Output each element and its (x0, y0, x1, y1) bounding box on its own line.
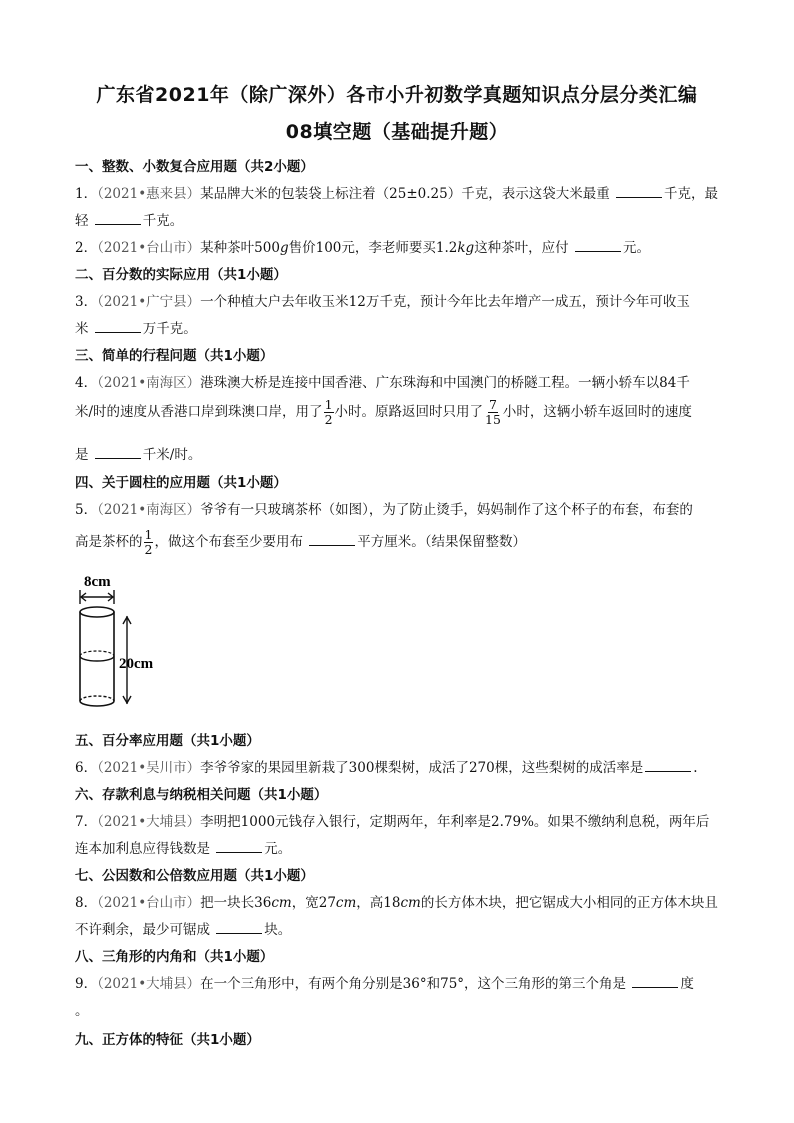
fraction-denominator: 15 (485, 412, 501, 427)
question-text: 千克。 (142, 213, 184, 229)
question-text: 这种茶叶，应付 (474, 240, 569, 256)
section-heading: 一、整数、小数复合应用题（共2小题） (75, 159, 314, 175)
question-text: 米 (75, 321, 89, 337)
question-text: 爷爷有一只玻璃茶杯（如图），为了防止烫手，妈妈制作了这个杯子的布套，布套的 (200, 502, 693, 518)
question-8-line2 (75, 918, 291, 938)
question-text: 李爷爷家的果园里新栽了300棵梨树，成活了270棵，这些梨树的成活率是 (200, 760, 644, 776)
question-text: 小时。原路返回时只用了 (334, 404, 484, 420)
question-text: 港珠澳大桥是连接中国香港、广东珠海和中国澳门的桥隧工程。一辆小轿车以84千 (200, 375, 690, 391)
question-2 (75, 236, 650, 256)
question-text: 万千克。 (142, 321, 197, 337)
question-source: （2021•惠来县） (97, 186, 201, 202)
answer-blank[interactable] (95, 212, 141, 225)
question-text: 小时，这辆小轿车返回时的速度 (502, 404, 692, 420)
question-6 (75, 756, 698, 776)
question-9-line1 (75, 972, 694, 992)
question-number: 1． (75, 186, 98, 202)
question-5-line2 (75, 528, 526, 557)
question-text: 平方厘米。（结果保留整数） (357, 534, 526, 550)
width-label: 8cm (84, 574, 111, 590)
question-number: 6． (75, 760, 98, 776)
question-source: （2021•广宁县） (97, 294, 201, 310)
section-heading: 八、三角形的内角和（共1小题） (75, 949, 274, 965)
answer-blank[interactable] (309, 533, 355, 546)
question-text: . (693, 760, 698, 776)
question-text: 不许剩余，最少可锯成 (75, 922, 210, 938)
question-1-line2 (75, 209, 183, 229)
question-text: 李明把1000元钱存入银行，定期两年，年利率是2.79%。如果不缴纳利息税，两年后 (200, 814, 710, 830)
question-text: 块。 (264, 922, 292, 938)
answer-blank[interactable] (216, 840, 262, 853)
section-heading: 三、简单的行程问题（共1小题） (75, 348, 274, 364)
unit-text: kg (457, 240, 475, 256)
question-number: 8． (75, 895, 98, 911)
question-text: 是 (75, 447, 89, 463)
fraction-numerator: 7 (488, 397, 497, 412)
height-label: 20cm (119, 656, 154, 672)
question-source: （2021•南海区） (97, 375, 201, 391)
question-text: 。 (75, 1003, 89, 1019)
question-9-line2 (75, 999, 89, 1019)
question-text: 元。 (622, 240, 650, 256)
question-number: 4． (75, 375, 98, 391)
section-heading: 六、存款利息与纳税相关问题（共1小题） (75, 787, 328, 803)
question-text: ，高18 (356, 895, 401, 911)
question-number: 3． (75, 294, 98, 310)
question-text: 售价100元，李老师要买1.2 (288, 240, 458, 256)
question-text: 连本加利息应得钱数是 (75, 841, 210, 857)
section-heading: 九、正方体的特征（共1小题） (75, 1032, 260, 1048)
question-number: 2． (75, 240, 98, 256)
question-source: （2021•大埔县） (97, 976, 201, 992)
question-7-line1 (75, 810, 709, 830)
section-heading: 四、关于圆柱的应用题（共1小题） (75, 475, 287, 491)
question-text: ，宽27 (291, 895, 336, 911)
question-text: ，做这个布套至少要用布 (154, 534, 303, 550)
question-text: 高是茶杯的 (75, 534, 143, 550)
unit-text: cm (335, 895, 357, 911)
section-heading: 五、百分率应用题（共1小题） (75, 733, 260, 749)
question-5-line1 (75, 498, 693, 518)
question-text: 某种茶叶500 (200, 240, 280, 256)
question-text: 度 (680, 976, 694, 992)
section-heading: 七、公因数和公倍数应用题（共1小题） (75, 868, 314, 884)
unit-text: g (279, 240, 289, 256)
question-8-line1 (75, 891, 718, 911)
question-text: 千克，最 (664, 186, 719, 202)
question-text: 一个种植大户去年收玉米12万千克，预计今年比去年增产一成五，预计今年可收玉 (200, 294, 690, 310)
question-7-line2 (75, 837, 291, 857)
answer-blank[interactable] (632, 975, 678, 988)
fraction (324, 398, 334, 427)
question-source: （2021•吴川市） (97, 760, 201, 776)
cylinder-figure (70, 568, 180, 716)
fraction-denominator: 2 (144, 542, 153, 557)
doc-title-line1: 广东省2021年（除广深外）各市小升初数学真题知识点分层分类汇编 (96, 84, 698, 106)
question-4-line3 (75, 443, 201, 463)
fraction-denominator: 2 (324, 412, 333, 427)
answer-blank[interactable] (216, 921, 262, 934)
answer-blank[interactable] (95, 320, 141, 333)
question-1-line1 (75, 182, 718, 202)
unit-text: cm (271, 895, 292, 911)
question-text: 轻 (75, 213, 89, 229)
question-number: 7． (75, 814, 98, 830)
question-text: 的长方体木块，把它锯成大小相同的正方体木块且 (420, 895, 718, 911)
question-3-line1 (75, 290, 690, 310)
fraction-numerator: 1 (144, 527, 153, 542)
fraction (484, 398, 502, 427)
question-text: 某品牌大米的包装袋上标注着（25±0.25）千克，表示这袋大米最重 (200, 186, 610, 202)
question-source: （2021•大埔县） (97, 814, 201, 830)
doc-title-line2: 08填空题（基础提升题） (285, 121, 509, 143)
unit-text: cm (400, 895, 421, 911)
fraction (144, 528, 154, 557)
question-text: 在一个三角形中，有两个角分别是36°和75°，这个三角形的第三个角是 (200, 976, 627, 992)
section-heading: 二、百分数的实际应用（共1小题） (75, 267, 287, 283)
question-number: 9． (75, 976, 98, 992)
question-text: 把一块长36 (200, 895, 272, 911)
answer-blank[interactable] (95, 446, 141, 459)
answer-blank[interactable] (575, 239, 621, 252)
question-4-line1 (75, 371, 690, 391)
question-source: （2021•南海区） (97, 502, 201, 518)
fraction-numerator: 1 (324, 397, 333, 412)
answer-blank[interactable] (616, 185, 662, 198)
question-source: （2021•台山市） (97, 895, 201, 911)
question-text: 米/时的速度从香港口岸到珠澳口岸，用了 (75, 404, 323, 420)
question-number: 5． (75, 502, 98, 518)
question-text: 千米/时。 (142, 447, 202, 463)
question-source: （2021•台山市） (97, 240, 201, 256)
question-text: 元。 (264, 841, 292, 857)
answer-blank[interactable] (645, 759, 691, 772)
question-4-line2 (75, 398, 692, 427)
question-3-line2 (75, 317, 197, 337)
